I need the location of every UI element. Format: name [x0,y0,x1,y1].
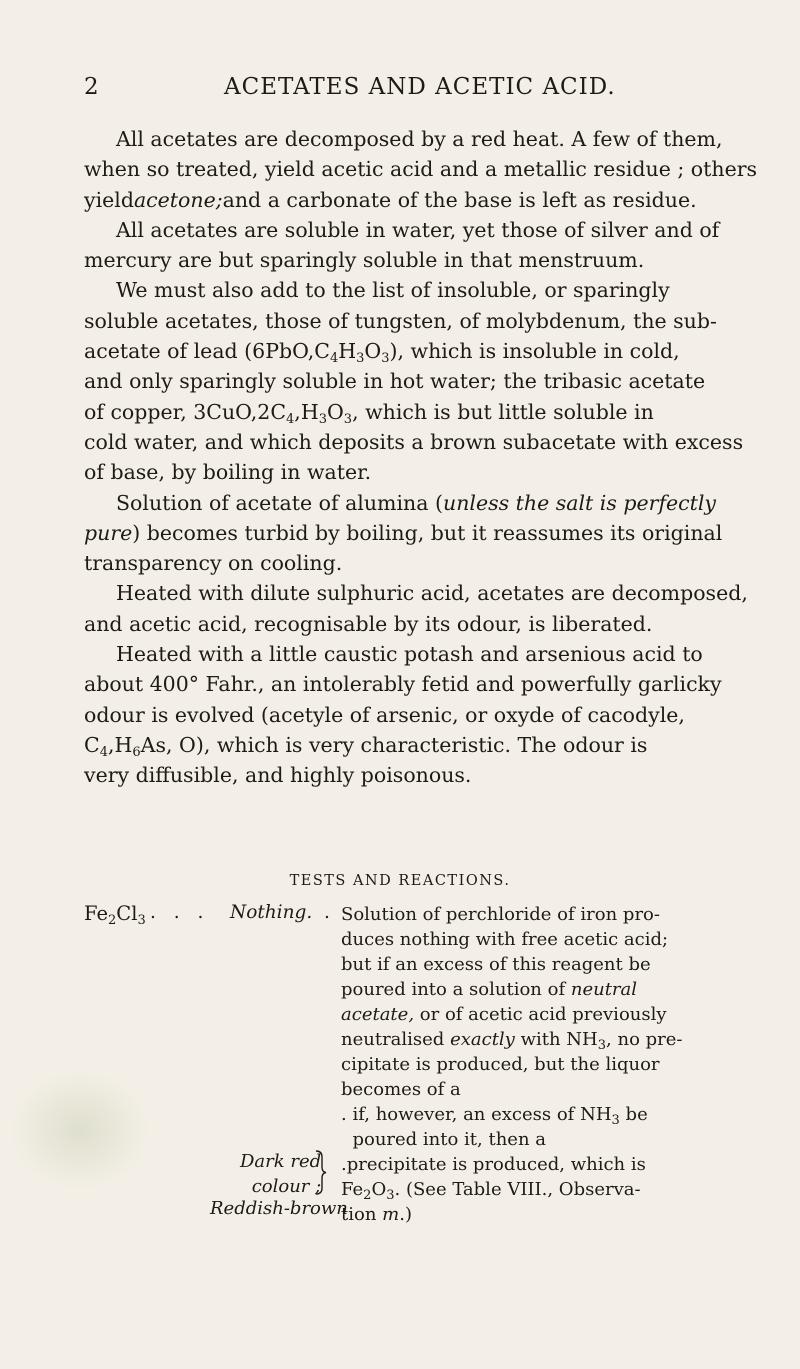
text-line: and only sparingly soluble in hot water; the tribasic acetate [84,369,706,394]
text-line: pure) becomes turbid by boiling, but it reassumes its original [84,520,723,545]
text-line: odour is evolved (acetyle of arsenic, or oxyde of cacodyle, [84,702,685,727]
text-line: We must also add to the list of insoluble, or sparingly [116,278,670,303]
formula-line: $C_4,H_6As$, O), which is very characteristic. The odour is [84,732,648,760]
text-line: transparency on cooling. [84,551,343,576]
page-header [0,74,800,114]
observation-reddish-brown: Reddish-brown [210,1198,348,1219]
observation-dark-red: Dark red colour ; [240,1151,322,1197]
running-title: ACETATES AND ACETIC ACID. [224,74,616,100]
text-line: Solution of acetate of alumina (unless the salt is perfectly [116,490,717,515]
leader-dot: . [324,902,330,923]
text-line: cold water, and which deposits a brown subacetate with excess [84,429,744,454]
text-line: about 400° Fahr., an intolerably fetid and powerfully garlicky [84,672,722,697]
text-line: of base, by boiling in water. [84,460,372,485]
leader-dot: . [341,1154,347,1175]
observation-nothing: Nothing. [230,902,313,923]
text-line: Heated with a little caustic potash and arsenious acid to [116,642,703,667]
text-line: soluble acetates, those of tungsten, of molybdenum, the sub- [84,308,717,333]
section-title: TESTS AND REACTIONS. [289,873,511,889]
text-line: when so treated, yield acetic acid and a metallic residue ; others [84,157,758,182]
text-line: mercury are but sparingly soluble in that menstruum. [84,248,645,273]
formula-line: acetate of lead $(6PbO,C_4H_3O_3)$, which is insoluble in cold, [84,339,680,367]
text-line: All acetates are decomposed by a red heat. A few of them, [116,127,723,151]
text-line: and acetic acid, recognisable by its odour, is liberated. [84,611,653,636]
body-text [84,124,758,791]
text-line: very diffusible, and highly poisonous. [84,763,472,788]
page-number: 2 [84,74,99,100]
reaction-description: Solution of perchloride of iron pro- duces nothing with free acetic acid; but if an excess of this reagent be poured into a solution of neutral acetate, or of acetic acid previously neutralised exactly with $NH_3$, no pre- cipitate is produced, but the liquor becomes of a . if, however, an excess of $NH_3$ be poured into it, then a .precipitate is produced, which is $Fe_2O_3$. (See Table VIII., Observa- tion m.) [341,904,683,1225]
leader-dots: . . . [150,902,210,923]
text-line: Heated with dilute sulphuric acid, acetates are decomposed, [116,581,748,606]
reagent-formula: $Fe_2Cl_3$ [84,902,146,928]
paper-stain [10,1070,150,1190]
formula-line: of copper, $3CuO,2C_4,H_3O_3$, which is but little soluble in [84,399,654,427]
text-line: yield acetone; and a carbonate of the base is left as residue. [84,187,697,212]
right-brace-icon [314,1149,328,1196]
text-line: All acetates are soluble in water, yet those of silver and of [116,217,720,242]
leader-dot: . [341,1104,347,1125]
